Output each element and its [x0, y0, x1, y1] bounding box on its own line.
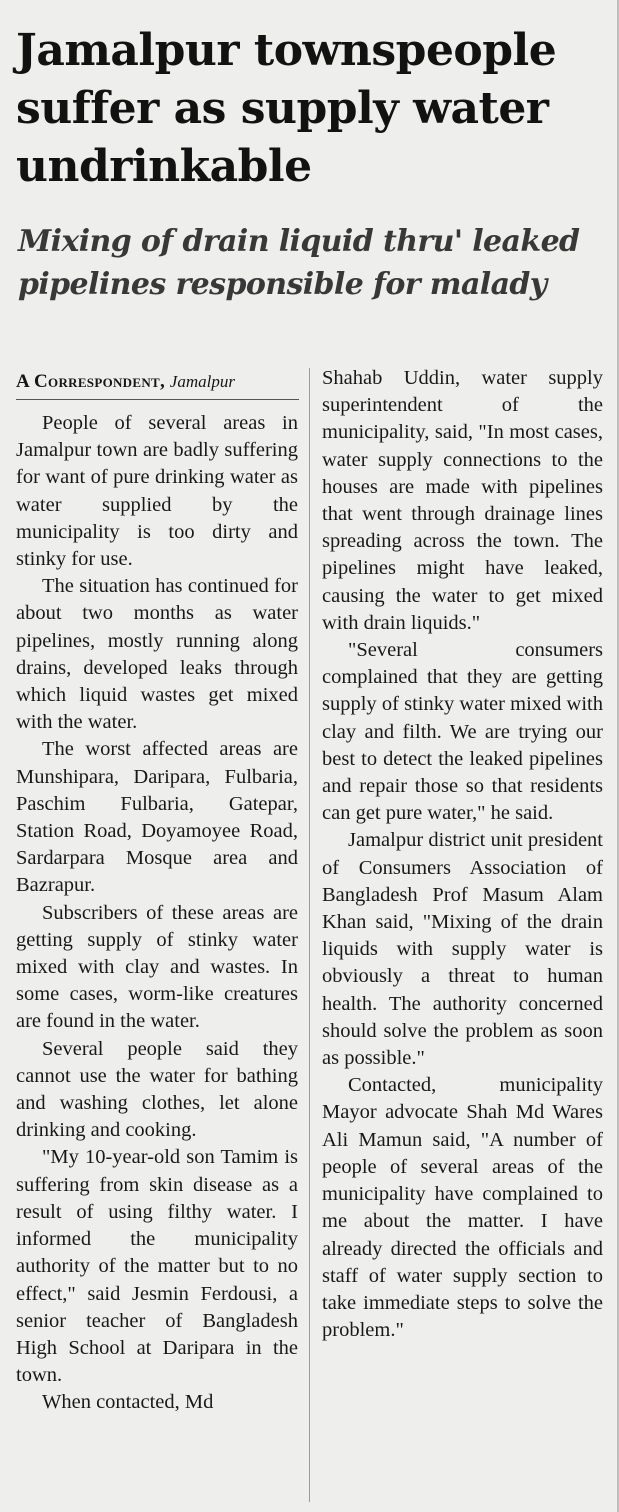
- paragraph: "My 10-year-old son Tamim is suffering from skin disease as a result of using filthy water. I informed the municipality authority of the matter but to no effect," said Jesmin Ferdousi, a senior teacher of Bangladesh High School at Daripara in the town.: [16, 1146, 298, 1387]
- paragraph: Shahab Uddin, water supply superintendent of the municipality, said, "In most cases, water supply connections to the houses are made with pipelines that went through drainage lines spreading across the town. The pipelines might have leaked, causing the water to get mixed with drain liquids.": [322, 367, 603, 634]
- byline-author: A Correspondent,: [16, 371, 166, 392]
- paragraph: The worst affected areas are Munshipara, Daripara, Fulbaria, Paschim Fulbaria, Gatepar, Station Road, Doyamoyee Road, Sardarpara Mosque area and Bazrapur.: [16, 738, 298, 897]
- byline: [16, 370, 298, 394]
- paragraph: "Several consumers complained that they are getting supply of stinky water mixed with clay and filth. We are trying our best to detect the leaked pipelines and repair those so that residents can get pure water," he said.: [322, 639, 603, 825]
- byline-dateline: Jamalpur: [169, 372, 235, 391]
- subheadline: Mixing of drain liquid thru' leaked pipelines responsible for malady: [18, 224, 580, 302]
- paragraph: Several people said they cannot use the water for bathing and washing clothes, let alone drinking and cooking.: [16, 1037, 298, 1142]
- paragraph: Subscribers of these areas are getting supply of stinky water mixed with clay and wastes. In some cases, worm-like creatures are found in the water.: [16, 901, 298, 1033]
- headline: Jamalpur townspeople suffer as supply water undrinkable: [16, 25, 557, 192]
- article-column-1: [16, 410, 298, 1417]
- column-divider: [309, 368, 310, 1502]
- paragraph: Jamalpur district unit president of Consumers Association of Bangladesh Prof Masum Alam Khan said, "Mixing of the drain liquids with supply water is obviously a threat to human health. The authority concerned should solve the problem as soon as possible.": [322, 829, 603, 1070]
- paragraph: Contacted, municipality Mayor advocate Shah Md Wares Ali Mamun said, "A number of people of several areas of the municipality have complained to me about the matter. I have already directed the officials and staff of water supply section to take immediate steps to solve the problem.": [322, 1074, 603, 1342]
- paragraph: People of several areas in Jamalpur town are badly suffering for want of pure drinking water as water supplied by the municipality is too dirty and stinky for use.: [16, 412, 298, 571]
- article-column-2: [322, 365, 603, 1344]
- paragraph: When contacted, Md: [42, 1391, 214, 1414]
- paragraph: The situation has continued for about two months as water pipelines, mostly running along drains, developed leaks through which liquid wastes get mixed with the water.: [16, 575, 298, 734]
- byline-rule: [16, 399, 299, 400]
